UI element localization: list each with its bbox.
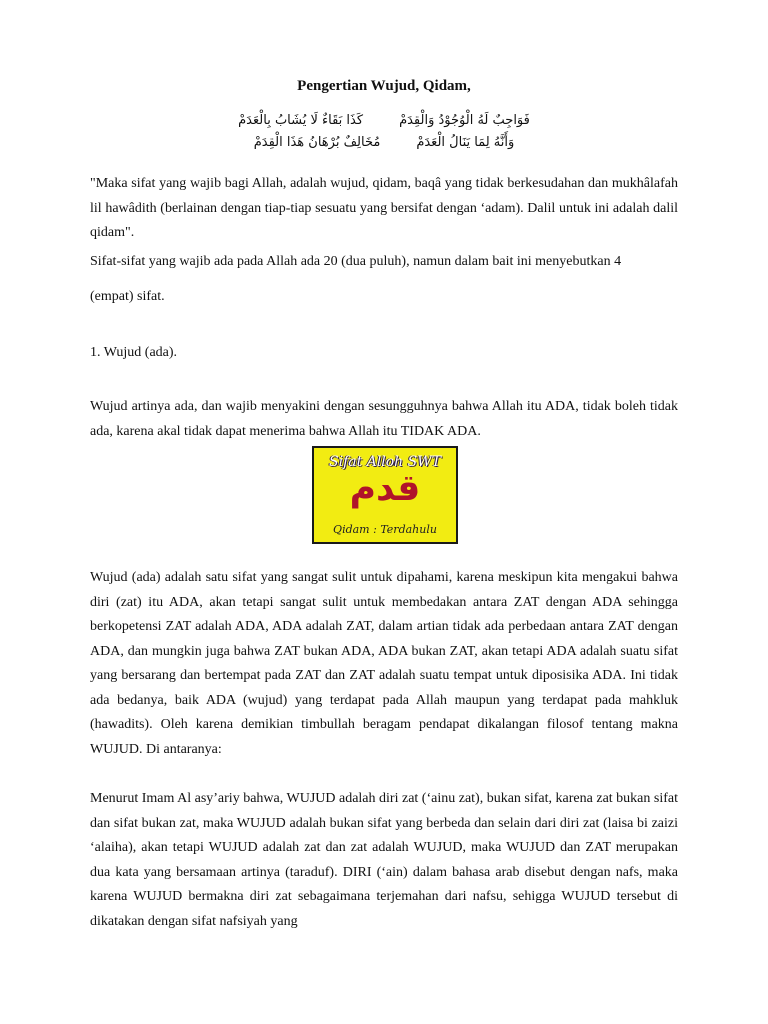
arabic-verse-2-right: وَأَنَّهُ لِمَا يَنَالُ الْعَدَمْ [416,135,515,150]
wujud-paragraph-2: Wujud (ada) adalah satu sifat yang sangat sulit untuk dipahami, karena meskipun kita mengakui bahwa diri (zat) itu ADA, akan tetapi sangat sulit untuk membedakan antara ZAT dengan ADA sehingga berkopetensi ZAT adalah ADA, ADA adalah ZAT, dalam artian tidak ada perbedaan antara ZAT dengan ADA, dan mungkin juga bahwa ZAT bukan ADA, ADA bukan ZAT, akan tetapi ADA adalah suatu sifat yang bersarang dan bertempat pada ZAT dan ZAT adalah suatu tempat untuk diposisika ADA. Ini tidak ada bedanya, baik ADA (wujud) yang terdapat pada Allah maupun yang terdapat pada mahkluk (hawadits). Oleh karena demikian timbullah beragam pendapat dikalangan filosof tentang makna WUJUD. Di antaranya: [90,570,678,757]
arabic-verse-line-1 [0,112,768,130]
illustration-top-text: Sifat Alloh SWT [329,454,441,470]
wujud-paragraph-1: Wujud artinya ada, dan wajib menyakini dengan sesungguhnya bahwa Allah itu ADA, tidak boleh tidak ada, karena akal tidak dapat menerima bahwa Allah itu TIDAK ADA. [90,399,678,439]
intro-line-1: Sifat-sifat yang wajib ada pada Allah ada 20 (dua puluh), namun dalam bait ini menyebutkan 4 [90,254,622,269]
illustration-arabic-calligraphy: قدم [349,468,421,509]
wujud-paragraph-3: Menurut Imam Al asy’ariy bahwa, WUJUD adalah diri zat (‘ainu zat), bukan sifat, karena zat bukan sifat dan sifat bukan zat, maka WUJUD adalah bukan sifat yang berbeda dan selain dari diri zat (laisa bi zaizi ‘alaiha), akan tetapi WUJUD adalah zat dan zat adalah WUJUD, maka WUJUD dan ZAT merupakan dua kata yang bersamaan artinya (taraduf). DIRI (‘ain) dalam bahasa arab disebut dengan nafs, maka karena WUJUD bermakna diri zat sebagaimana terjemahan dari nafsu, sehigga WUJUD tersebut di dikatakan dengan sifat nafsiyah yang [90,791,678,929]
arabic-verse-line-2 [0,134,768,152]
arabic-verse-1-right: فَوَاجِبٌ لَهُ الْوُجُوْدُ وَالْقِدَمْ [399,113,530,128]
arabic-verse-1-left: كَذَا بَقَاءٌ لَا يُشَابُ بِالْعَدَمْ [238,113,364,128]
qidam-illustration [312,446,458,544]
arabic-verse-2-left: مُخَالِفٌ بُرْهَانُ هَذَا الْقِدَمْ [253,135,381,150]
section-heading: 1. Wujud (ada). [90,345,178,360]
quote-paragraph: "Maka sifat yang wajib bagi Allah, adalah wujud, qidam, baqâ yang tidak berkesudahan dan mukhâlafah lil hawâdith (berlainan dengan tiap-tiap sesuatu yang bersifat dengan ‘adam). Dalil untuk ini adalah dalil qidam". [90,176,678,240]
illustration-bottom-text: Qidam : Terdahulu [333,523,437,536]
intro-line-2: (empat) sifat. [90,289,165,304]
page-title: Pengertian Wujud, Qidam, [297,78,471,94]
